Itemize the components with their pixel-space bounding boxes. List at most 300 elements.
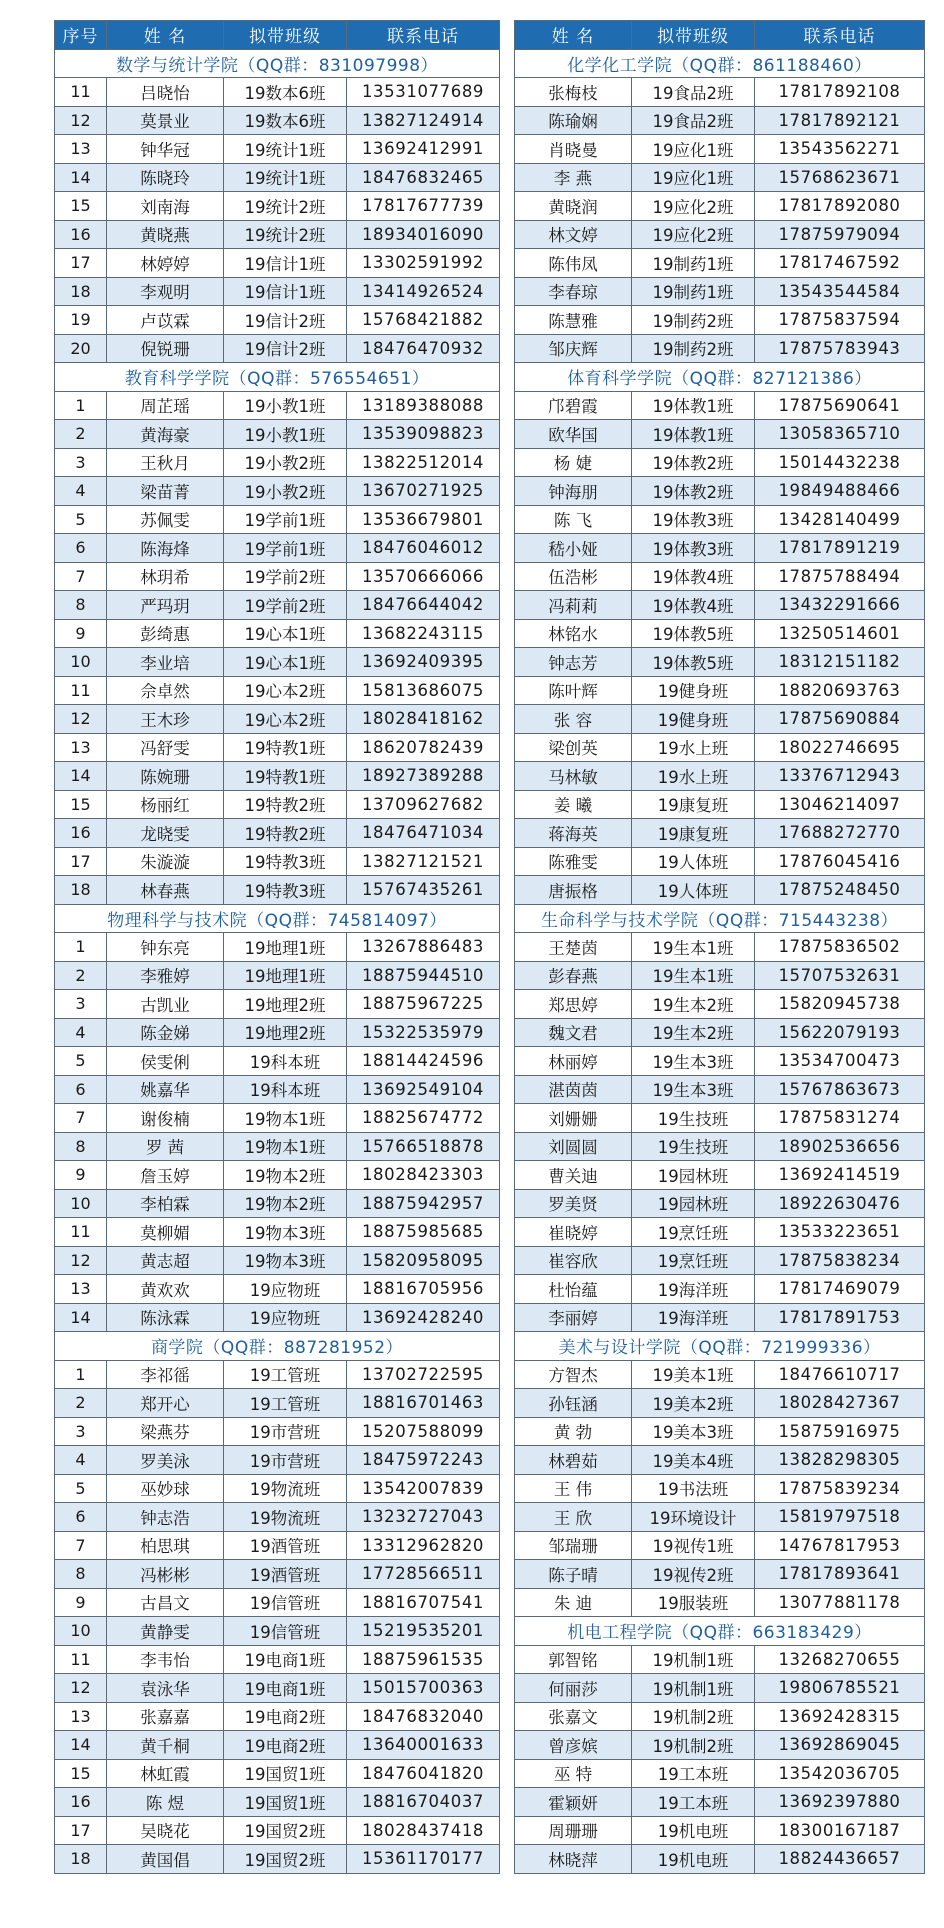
- phone-cell: 15820945738: [755, 990, 925, 1019]
- name-cell: 陈晓玲: [107, 163, 224, 192]
- class-cell: 19特教3班: [224, 876, 347, 905]
- table-row: [515, 1588, 925, 1617]
- class-cell: 19美本1班: [632, 1360, 755, 1389]
- table-row: [55, 1503, 500, 1532]
- phone-cell: 18476832465: [347, 163, 500, 192]
- section-header-row: [515, 1617, 925, 1646]
- phone-cell: 13692549104: [347, 1075, 500, 1104]
- class-cell: 19学前2班: [224, 562, 347, 591]
- phone-cell: 15622079193: [755, 1018, 925, 1047]
- class-cell: 19学前2班: [224, 591, 347, 620]
- table-row: [515, 705, 925, 734]
- table-row: [515, 534, 925, 563]
- table-row: [515, 1674, 925, 1703]
- class-cell: 19统计2班: [224, 192, 347, 221]
- name-cell: 林虹霞: [107, 1759, 224, 1788]
- name-cell: 肖晓曼: [515, 135, 632, 164]
- index-cell: 17: [55, 249, 107, 278]
- table-row: [55, 1560, 500, 1589]
- table-row: [55, 1759, 500, 1788]
- class-cell: 19健身班: [632, 676, 755, 705]
- name-cell: 林玥希: [107, 562, 224, 591]
- index-cell: 12: [55, 106, 107, 135]
- name-cell: 孙钰涵: [515, 1389, 632, 1418]
- class-cell: 19体教1班: [632, 391, 755, 420]
- phone-cell: 13312962820: [347, 1531, 500, 1560]
- class-cell: 19统计1班: [224, 135, 347, 164]
- phone-cell: 15820958095: [347, 1246, 500, 1275]
- phone-cell: 13539098823: [347, 420, 500, 449]
- table-row: [515, 990, 925, 1019]
- phone-cell: 18312151182: [755, 648, 925, 677]
- class-cell: 19信管班: [224, 1588, 347, 1617]
- name-cell: 梁燕芬: [107, 1417, 224, 1446]
- table-row: [515, 562, 925, 591]
- header-row: [515, 21, 925, 50]
- class-cell: 19体教3班: [632, 505, 755, 534]
- name-cell: 黄志超: [107, 1246, 224, 1275]
- table-row: [55, 505, 500, 534]
- name-cell: 刘南海: [107, 192, 224, 221]
- index-cell: 17: [55, 1816, 107, 1845]
- phone-cell: 15014432238: [755, 448, 925, 477]
- section-title: 物理科学与技术院（QQ群：745814097）: [55, 904, 500, 933]
- table-row: [515, 477, 925, 506]
- table-row: [515, 1702, 925, 1731]
- phone-cell: 15015700363: [347, 1674, 500, 1703]
- name-cell: 张嘉文: [515, 1702, 632, 1731]
- index-cell: 5: [55, 1047, 107, 1076]
- name-cell: 莫柳媚: [107, 1218, 224, 1247]
- table-row: [55, 1303, 500, 1332]
- index-cell: 20: [55, 334, 107, 363]
- class-cell: 19环境设计: [632, 1503, 755, 1532]
- table-row: [55, 1816, 500, 1845]
- phone-cell: 15767863673: [755, 1075, 925, 1104]
- class-cell: 19工本班: [632, 1788, 755, 1817]
- class-cell: 19生技班: [632, 1132, 755, 1161]
- name-cell: 蒋海英: [515, 819, 632, 848]
- phone-cell: 17875690884: [755, 705, 925, 734]
- index-cell: 12: [55, 1674, 107, 1703]
- class-cell: 19工本班: [632, 1759, 755, 1788]
- name-cell: 冯彬彬: [107, 1560, 224, 1589]
- name-cell: 郑思婷: [515, 990, 632, 1019]
- table-row: [55, 1674, 500, 1703]
- class-cell: 19生本2班: [632, 1018, 755, 1047]
- phone-cell: 18476471034: [347, 819, 500, 848]
- class-cell: 19信计2班: [224, 306, 347, 335]
- table-row: [55, 1246, 500, 1275]
- phone-cell: 18028423303: [347, 1161, 500, 1190]
- class-cell: 19数本6班: [224, 106, 347, 135]
- table-row: [55, 1275, 500, 1304]
- name-cell: 林铭水: [515, 619, 632, 648]
- phone-cell: 17875690641: [755, 391, 925, 420]
- phone-cell: 13692414519: [755, 1161, 925, 1190]
- table-row: [55, 477, 500, 506]
- name-cell: 林文婷: [515, 220, 632, 249]
- name-cell: 王 欣: [515, 1503, 632, 1532]
- class-cell: 19小教2班: [224, 477, 347, 506]
- name-cell: 古昌文: [107, 1588, 224, 1617]
- class-cell: 19物本2班: [224, 1161, 347, 1190]
- name-cell: 钟东亮: [107, 933, 224, 962]
- name-cell: 倪锐珊: [107, 334, 224, 363]
- class-cell: 19机制1班: [632, 1674, 755, 1703]
- phone-cell: 13692412991: [347, 135, 500, 164]
- class-cell: 19人体班: [632, 847, 755, 876]
- phone-cell: 13670271925: [347, 477, 500, 506]
- section-header-row: [515, 904, 925, 933]
- table-row: [55, 306, 500, 335]
- name-cell: 邹庆辉: [515, 334, 632, 363]
- phone-cell: 18476470932: [347, 334, 500, 363]
- table-row: [515, 1047, 925, 1076]
- phone-cell: 13542007839: [347, 1474, 500, 1503]
- index-cell: 11: [55, 78, 107, 107]
- class-cell: 19国贸2班: [224, 1845, 347, 1874]
- index-cell: 8: [55, 591, 107, 620]
- phone-cell: 14767817953: [755, 1531, 925, 1560]
- section-header-row: [515, 49, 925, 78]
- phone-cell: 18927389288: [347, 762, 500, 791]
- phone-cell: 13692869045: [755, 1731, 925, 1760]
- name-cell: 林碧茹: [515, 1446, 632, 1475]
- section-title: 化学化工学院（QQ群：861188460）: [515, 49, 925, 78]
- phone-cell: 15207588099: [347, 1417, 500, 1446]
- name-cell: 李春琼: [515, 277, 632, 306]
- class-cell: 19生本1班: [632, 961, 755, 990]
- phone-cell: 13058365710: [755, 420, 925, 449]
- class-cell: 19应物班: [224, 1303, 347, 1332]
- class-cell: 19机电班: [632, 1845, 755, 1874]
- phone-cell: 17817677739: [347, 192, 500, 221]
- index-cell: 15: [55, 192, 107, 221]
- class-cell: 19特教1班: [224, 733, 347, 762]
- right-roster-table: [514, 20, 925, 1874]
- header-name: 姓 名: [515, 21, 632, 50]
- index-cell: 16: [55, 819, 107, 848]
- name-cell: 古凯业: [107, 990, 224, 1019]
- class-cell: 19物本1班: [224, 1132, 347, 1161]
- table-row: [515, 1446, 925, 1475]
- section-header-row: [55, 904, 500, 933]
- index-cell: 8: [55, 1560, 107, 1589]
- table-row: [55, 1446, 500, 1475]
- index-cell: 1: [55, 933, 107, 962]
- table-row: [55, 733, 500, 762]
- table-row: [515, 1303, 925, 1332]
- class-cell: 19应化1班: [632, 163, 755, 192]
- table-row: [55, 1218, 500, 1247]
- name-cell: 朱 迪: [515, 1588, 632, 1617]
- name-cell: 黄千桐: [107, 1731, 224, 1760]
- name-cell: 黄海豪: [107, 420, 224, 449]
- class-cell: 19工管班: [224, 1389, 347, 1418]
- phone-cell: 13376712943: [755, 762, 925, 791]
- class-cell: 19视传1班: [632, 1531, 755, 1560]
- header-phone: 联系电话: [347, 21, 500, 50]
- section-title: 生命科学与技术学院（QQ群：715443238）: [515, 904, 925, 933]
- class-cell: 19信管班: [224, 1617, 347, 1646]
- table-row: [515, 1560, 925, 1589]
- index-cell: 13: [55, 733, 107, 762]
- name-cell: 黄晓燕: [107, 220, 224, 249]
- phone-cell: 18028418162: [347, 705, 500, 734]
- table-row: [55, 705, 500, 734]
- table-row: [515, 1218, 925, 1247]
- phone-cell: 18816704037: [347, 1788, 500, 1817]
- class-cell: 19健身班: [632, 705, 755, 734]
- name-cell: 龙晓雯: [107, 819, 224, 848]
- phone-cell: 18476832040: [347, 1702, 500, 1731]
- phone-cell: 13250514601: [755, 619, 925, 648]
- phone-cell: 15768623671: [755, 163, 925, 192]
- name-cell: 李祁徭: [107, 1360, 224, 1389]
- class-cell: 19特教1班: [224, 762, 347, 791]
- phone-cell: 13189388088: [347, 391, 500, 420]
- name-cell: 罗美泳: [107, 1446, 224, 1475]
- index-cell: 18: [55, 277, 107, 306]
- index-cell: 14: [55, 1731, 107, 1760]
- table-row: [515, 1132, 925, 1161]
- class-cell: 19烹饪班: [632, 1218, 755, 1247]
- table-row: [515, 847, 925, 876]
- index-cell: 7: [55, 562, 107, 591]
- table-row: [515, 1161, 925, 1190]
- phone-cell: 18902536656: [755, 1132, 925, 1161]
- index-cell: 5: [55, 1474, 107, 1503]
- table-row: [515, 249, 925, 278]
- header-phone: 联系电话: [755, 21, 925, 50]
- class-cell: 19酒管班: [224, 1531, 347, 1560]
- table-row: [515, 1389, 925, 1418]
- class-cell: 19学前1班: [224, 505, 347, 534]
- class-cell: 19市营班: [224, 1417, 347, 1446]
- phone-cell: 17876045416: [755, 847, 925, 876]
- class-cell: 19海洋班: [632, 1303, 755, 1332]
- name-cell: 陈海烽: [107, 534, 224, 563]
- name-cell: 王 伟: [515, 1474, 632, 1503]
- table-row: [515, 420, 925, 449]
- phone-cell: 18816701463: [347, 1389, 500, 1418]
- phone-cell: 17817891753: [755, 1303, 925, 1332]
- phone-cell: 13533223651: [755, 1218, 925, 1247]
- phone-cell: 18476610717: [755, 1360, 925, 1389]
- table-row: [55, 591, 500, 620]
- phone-cell: 17817892121: [755, 106, 925, 135]
- phone-cell: 13077881178: [755, 1588, 925, 1617]
- class-cell: 19体教4班: [632, 591, 755, 620]
- table-row: [515, 163, 925, 192]
- table-row: [515, 1531, 925, 1560]
- class-cell: 19小教2班: [224, 448, 347, 477]
- header-class: 拟带班级: [224, 21, 347, 50]
- phone-cell: 19806785521: [755, 1674, 925, 1703]
- index-cell: 4: [55, 1446, 107, 1475]
- name-cell: 何丽莎: [515, 1674, 632, 1703]
- table-row: [55, 391, 500, 420]
- phone-cell: 18875942957: [347, 1189, 500, 1218]
- index-cell: 3: [55, 990, 107, 1019]
- name-cell: 刘圆圆: [515, 1132, 632, 1161]
- name-cell: 巫 特: [515, 1759, 632, 1788]
- index-cell: 6: [55, 1075, 107, 1104]
- phone-cell: 17817893641: [755, 1560, 925, 1589]
- class-cell: 19地理2班: [224, 990, 347, 1019]
- class-cell: 19体教5班: [632, 648, 755, 677]
- class-cell: 19心本2班: [224, 676, 347, 705]
- name-cell: 钟志浩: [107, 1503, 224, 1532]
- table-row: [515, 819, 925, 848]
- index-cell: 14: [55, 762, 107, 791]
- index-cell: 10: [55, 1617, 107, 1646]
- name-cell: 陈 飞: [515, 505, 632, 534]
- phone-cell: 13046214097: [755, 790, 925, 819]
- table-row: [515, 1018, 925, 1047]
- index-cell: 14: [55, 1303, 107, 1332]
- class-cell: 19酒管班: [224, 1560, 347, 1589]
- index-cell: 12: [55, 1246, 107, 1275]
- phone-cell: 13640001633: [347, 1731, 500, 1760]
- header-row: [55, 21, 500, 50]
- class-cell: 19地理1班: [224, 961, 347, 990]
- phone-cell: 17875838234: [755, 1246, 925, 1275]
- class-cell: 19小教1班: [224, 420, 347, 449]
- section-header-row: [55, 49, 500, 78]
- name-cell: 柏思琪: [107, 1531, 224, 1560]
- class-cell: 19国贸1班: [224, 1788, 347, 1817]
- class-cell: 19视传2班: [632, 1560, 755, 1589]
- section-title: 体育科学学院（QQ群：827121386）: [515, 363, 925, 392]
- index-cell: 4: [55, 477, 107, 506]
- phone-cell: 13543544584: [755, 277, 925, 306]
- table-row: [55, 1845, 500, 1874]
- table-row: [55, 619, 500, 648]
- table-row: [55, 1132, 500, 1161]
- phone-cell: 19849488466: [755, 477, 925, 506]
- name-cell: 黄欢欢: [107, 1275, 224, 1304]
- index-cell: 15: [55, 1759, 107, 1788]
- phone-cell: 13542036705: [755, 1759, 925, 1788]
- name-cell: 李韦怡: [107, 1645, 224, 1674]
- name-cell: 彭春燕: [515, 961, 632, 990]
- phone-cell: 17875831274: [755, 1104, 925, 1133]
- name-cell: 杨丽红: [107, 790, 224, 819]
- name-cell: 严玛玥: [107, 591, 224, 620]
- phone-cell: 17817891219: [755, 534, 925, 563]
- phone-cell: 13432291666: [755, 591, 925, 620]
- class-cell: 19科本班: [224, 1075, 347, 1104]
- index-cell: 16: [55, 220, 107, 249]
- table-row: [55, 676, 500, 705]
- table-row: [55, 1360, 500, 1389]
- name-cell: 黄晓润: [515, 192, 632, 221]
- table-row: [55, 933, 500, 962]
- table-row: [515, 762, 925, 791]
- name-cell: 邹瑞珊: [515, 1531, 632, 1560]
- class-cell: 19美本3班: [632, 1417, 755, 1446]
- name-cell: 梁创英: [515, 733, 632, 762]
- phone-cell: 15219535201: [347, 1617, 500, 1646]
- index-cell: 18: [55, 1845, 107, 1874]
- phone-cell: 18816705956: [347, 1275, 500, 1304]
- left-column: [54, 20, 499, 1874]
- table-row: [55, 249, 500, 278]
- class-cell: 19物本3班: [224, 1218, 347, 1247]
- name-cell: 李雅婷: [107, 961, 224, 990]
- table-row: [55, 277, 500, 306]
- index-cell: 9: [55, 619, 107, 648]
- table-row: [515, 1275, 925, 1304]
- table-row: [515, 106, 925, 135]
- phone-cell: 13827121521: [347, 847, 500, 876]
- table-row: [55, 961, 500, 990]
- name-cell: 王木珍: [107, 705, 224, 734]
- table-row: [515, 448, 925, 477]
- index-cell: 18: [55, 876, 107, 905]
- class-cell: 19统计1班: [224, 163, 347, 192]
- index-cell: 3: [55, 1417, 107, 1446]
- phone-cell: 15768421882: [347, 306, 500, 335]
- table-row: [55, 420, 500, 449]
- name-cell: 陈叶辉: [515, 676, 632, 705]
- class-cell: 19物流班: [224, 1503, 347, 1532]
- phone-cell: 15767435261: [347, 876, 500, 905]
- phone-cell: 13543562271: [755, 135, 925, 164]
- class-cell: 19体教3班: [632, 534, 755, 563]
- phone-cell: 15875916975: [755, 1417, 925, 1446]
- name-cell: 黄国倡: [107, 1845, 224, 1874]
- table-row: [515, 1474, 925, 1503]
- class-cell: 19食品2班: [632, 106, 755, 135]
- name-cell: 巫妙球: [107, 1474, 224, 1503]
- index-cell: 15: [55, 790, 107, 819]
- roster-page: [54, 20, 924, 1908]
- table-row: [515, 1246, 925, 1275]
- left-roster-table: [54, 20, 500, 1874]
- table-row: [55, 334, 500, 363]
- name-cell: 刘姗姗: [515, 1104, 632, 1133]
- phone-cell: 13692428240: [347, 1303, 500, 1332]
- class-cell: 19康复班: [632, 790, 755, 819]
- class-cell: 19水上班: [632, 733, 755, 762]
- name-cell: 冯舒雯: [107, 733, 224, 762]
- name-cell: 姜 曦: [515, 790, 632, 819]
- index-cell: 11: [55, 676, 107, 705]
- phone-cell: 13827124914: [347, 106, 500, 135]
- phone-cell: 13536679801: [347, 505, 500, 534]
- index-cell: 12: [55, 705, 107, 734]
- table-row: [55, 1474, 500, 1503]
- class-cell: 19信计1班: [224, 249, 347, 278]
- phone-cell: 13414926524: [347, 277, 500, 306]
- name-cell: 曾彦嫔: [515, 1731, 632, 1760]
- phone-cell: 13692397880: [755, 1788, 925, 1817]
- class-cell: 19生本3班: [632, 1075, 755, 1104]
- table-row: [55, 135, 500, 164]
- class-cell: 19生本1班: [632, 933, 755, 962]
- table-row: [515, 933, 925, 962]
- table-row: [515, 1759, 925, 1788]
- phone-cell: 18825674772: [347, 1104, 500, 1133]
- phone-cell: 18922630476: [755, 1189, 925, 1218]
- phone-cell: 15361170177: [347, 1845, 500, 1874]
- table-row: [515, 1731, 925, 1760]
- name-cell: 嵇小娅: [515, 534, 632, 563]
- name-cell: 崔晓婷: [515, 1218, 632, 1247]
